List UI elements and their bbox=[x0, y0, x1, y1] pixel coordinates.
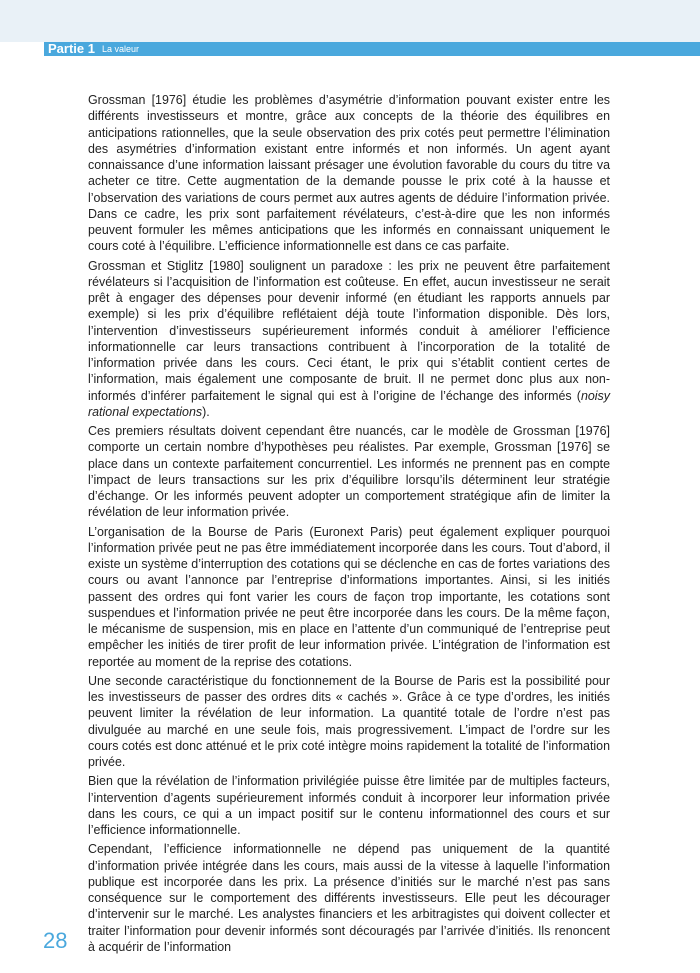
paragraph-7: Cependant, l’efficience informationnelle ne dépend pas uniquement de la quantité d’information privée intégrée dans les cours, mais aussi de la vitesse à laquelle l’information publique est incorporée dans les prix. La présence d’initiés sur le marché n’est pas sans conséquence sur le comportement des différents investisseurs. Elle peut les décourager d’intervenir sur le marché. Les analystes financiers et les arbitragistes qui doivent collecter et traiter l’information pour devenir informés sont découragés par l’arrivée d’initiés. Ils renoncent à acquérir de l’information bbox=[88, 842, 610, 954]
paragraph-1: Grossman [1976] étudie les problèmes d’asymétrie d’information pouvant exister entre les différents investisseurs et montre, grâce aux concepts de la théorie des équilibres en anticipations rationnelles, que la seule observation des prix cotés peut permettre l’élimination des asymétries d’information existant entre informés et non informés. Un agent ayant connaissance d’une information laissant présager une évolution favorable du cours du titre va acheter ce titre. Cette augmentation de la demande pousse le prix coté à la hausse et l’observation des variations de cours permet aux autres agents de déduire l’information privée. Dans ce cadre, les prix sont parfaitement révélateurs, c’est-à-dire que les non informés peuvent formuler les mêmes anticipations que les informés en connaissant uniquement le cours coté à l’équilibre. L’efficience informationnelle est dans ce cas parfaite. bbox=[88, 93, 610, 254]
page-number: 28 bbox=[43, 928, 68, 953]
header-part-label: Partie 1 bbox=[48, 41, 95, 56]
header-section-label: La valeur bbox=[101, 44, 140, 54]
paragraph-5: Une seconde caractéristique du fonctionnement de la Bourse de Paris est la possibilité pour les investisseurs de passer des ordres dits « cachés ». Grâce à ce type d’ordres, les initiés peuvent limiter la révélation de leur information. La quantité totale de l’ordre n’est pas divulguée au marché en une seule fois, mais progressivement. L’impact de l’ordre sur les cours cotés est donc atténué et le prix coté intègre moins rapidement la totalité de l’information privée. bbox=[88, 673, 610, 769]
paragraph-3: Ces premiers résultats doivent cependant être nuancés, car le modèle de Grossman [1976] comporte un certain nombre d’hypothèses peu réalistes. Par exemple, Grossman [1976] se place dans un contexte parfaitement concurrentiel. Les informés ne prennent pas en compte l’impact de leurs transactions sur les prix d’équilibre lorsqu’ils déterminent leur stratégie d’échange. Or les informés peuvent adopter un comportement stratégique afin de limiter la révélation de leur information privée. bbox=[88, 424, 610, 520]
paragraph-2-text: Grossman et Stiglitz [1980] soulignent un paradoxe : les prix ne peuvent être parfaitement révélateurs si l’acquisition de l’information est coûteuse. En effet, aucun investisseur ne serait prêt à engager des dépenses pour devenir informé (en étudiant les rapports annuels par exemple) si les prix d’équilibre reflétaient déjà toute l’information disponible. Dès lors, l’intervention d’investisseurs supérieurement informés conduit à améliorer l’efficience informationnelle car leurs transactions contribuent à l’incorporation de la totalité de l’information privée dans les cours. Ceci étant, le prix qui s’établit contient certes de l’information, mais également une composante de bruit. Il ne permet donc plus aux non-informés d’inférer parfaitement le signal qui est à l’origine de l’échange des informés ( bbox=[88, 258, 610, 403]
top-band bbox=[0, 0, 700, 42]
paragraph-2 bbox=[88, 258, 610, 421]
header-bar bbox=[44, 42, 700, 56]
paragraph-4: L’organisation de la Bourse de Paris (Euronext Paris) peut également expliquer pourquoi l’information privée peut ne pas être immédiatement incorporée dans les cours. Tout d’abord, il existe un système d’interruption des cotations qui se déclenche en cas de fortes variations des cours ou avant l’annonce par l’entreprise d’informations importantes. Ainsi, si les initiés passent des ordres qui font varier les cours de façon trop importante, les cotations sont suspendues et l’information privée ne peut être incorporée dans les cours. De la même façon, le mécanisme de suspension, mis en place en l’attente d’un communiqué de l’entreprise peut empêcher les initiés de tirer profit de leur information privée. L’intégration de l’information est reportée au moment de la reprise des cotations. bbox=[88, 524, 610, 669]
paragraph-2-italic: noisy rational expectations bbox=[88, 388, 610, 419]
paragraph-2-end: ). bbox=[202, 404, 210, 419]
paragraph-6: Bien que la révélation de l’information privilégiée puisse être limitée par de multiples facteurs, l’intervention d’agents supérieurement informés conduit à incorporer leur information privée dans les cours, ce qui a un impact positif sur le contenu informationnel des cours et sur l’efficience informationnelle. bbox=[88, 774, 610, 837]
body-text bbox=[88, 92, 610, 958]
